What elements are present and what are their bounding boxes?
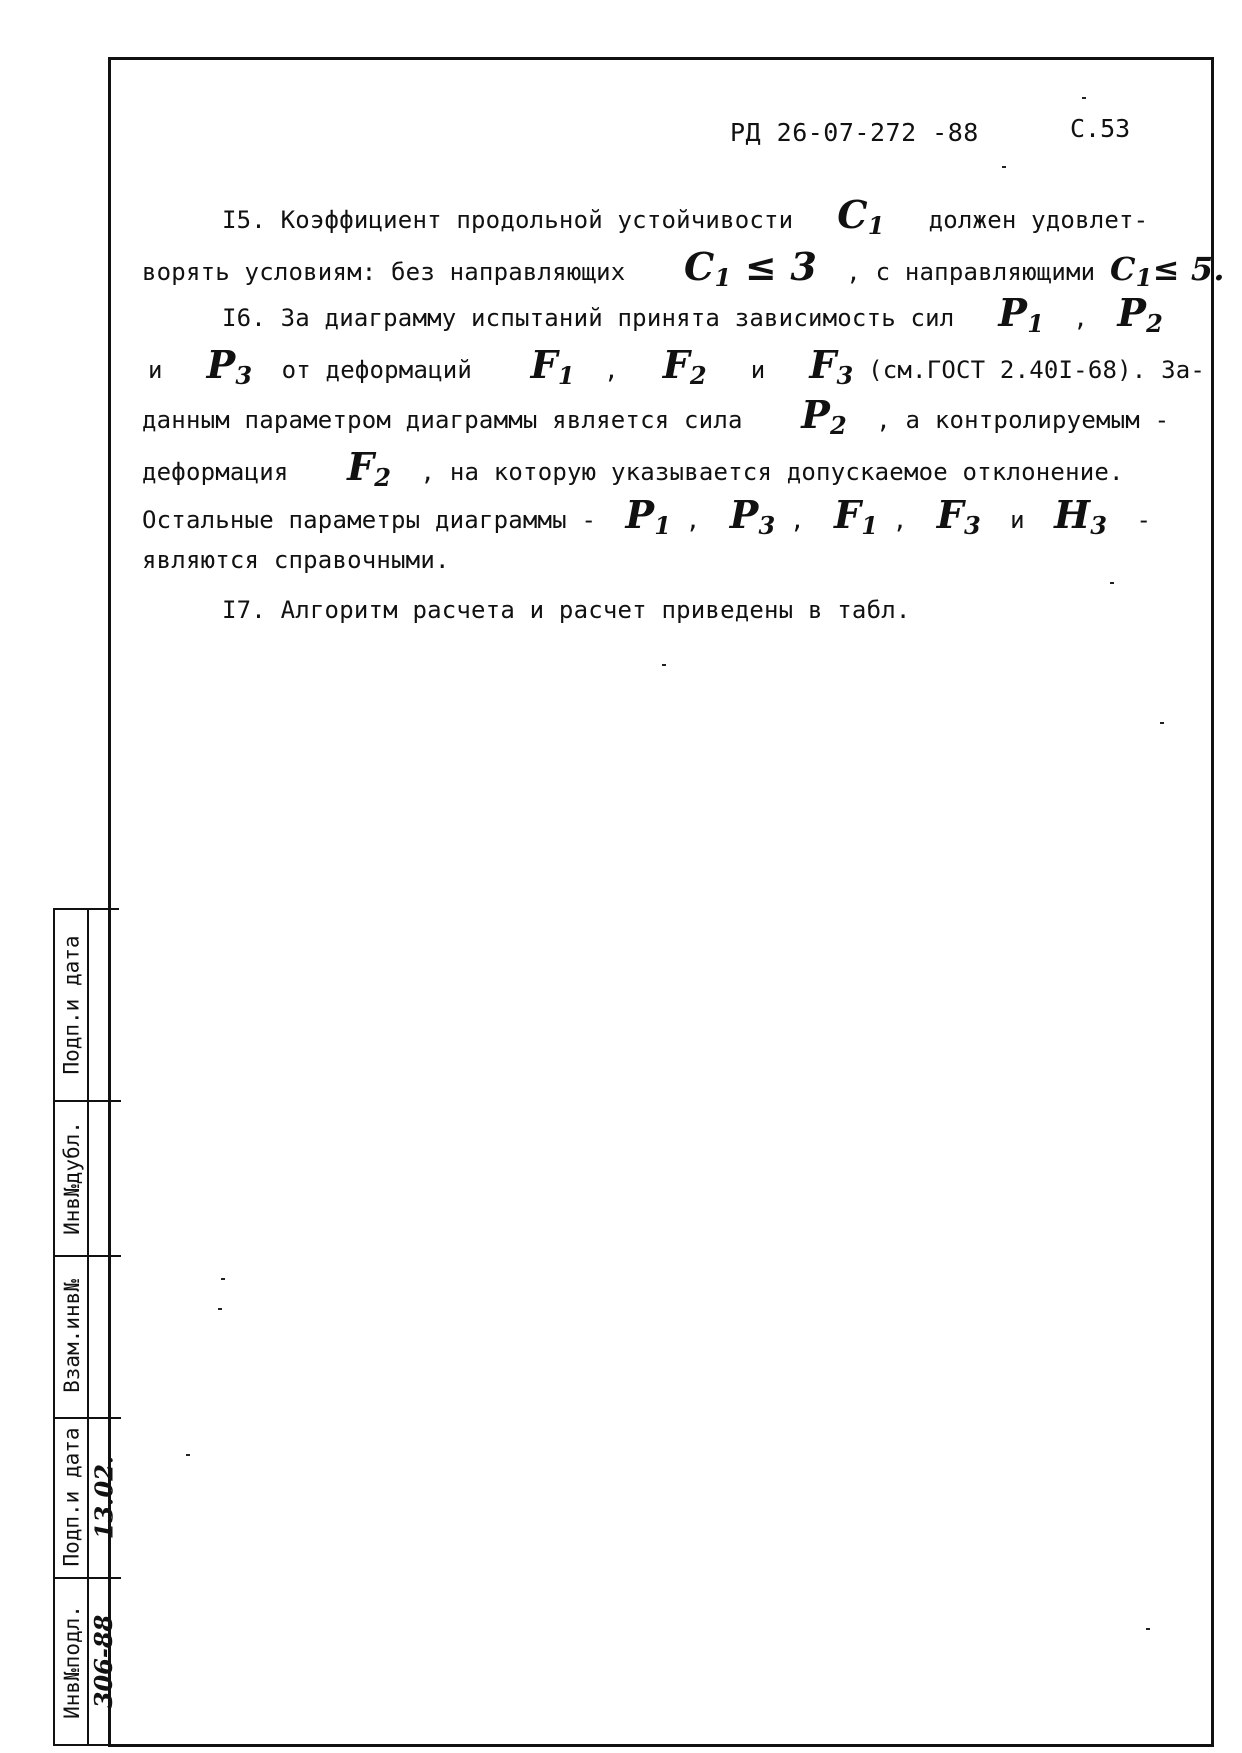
p16-line6: являются справочными. [142,546,450,574]
scan-speck [1002,166,1006,168]
scan-speck [186,1454,190,1456]
scan-speck [221,1278,225,1280]
scan-speck [1146,1628,1150,1630]
f1-symbol: $F_1$ [530,342,575,390]
scan-speck [662,664,666,666]
p16-line3: данным параметром диаграммы является сила $P_2$ , а контролируемым - [142,392,1170,440]
c1-guide-symbol: $C_1\le 5$. [1109,250,1225,292]
c1-symbol: $C_1$ [837,192,885,240]
p16-line1: I6. За диаграмму испытаний принята зависимость сил $P_1$ , $P_2$ [222,290,1164,338]
p16-line2: и $P_3$ от деформаций $F_1$ , $F_2$ и $F_3$ (см.ГОСТ 2.40I-68). За- [148,342,1206,390]
p2-symbol: $P_2$ [1117,290,1164,338]
stamp-handwritten-inv: 306-88 [89,1614,119,1709]
stamp-orig-inv: Инв№подл. [60,1604,85,1719]
f2-param-symbol: $F_2$ [347,444,392,492]
p15-line1: I5. Коэффициент продольной устойчивости $C_1$ должен удовлет- [222,192,1149,240]
p1-symbol: $P_1$ [998,290,1045,338]
document-code: РД 26-07-272 -88 [730,118,979,147]
scan-speck [1110,582,1114,584]
p16-line5: Остальные параметры диаграммы - $P_1$ , $P_3$ , $F_1$ , $F_3$ и $H_3$ - [142,492,1152,540]
c1-cond-symbol: $C_1 \le 3$ [684,244,817,292]
ref-p1-symbol: $P_1$ [625,492,672,540]
page-number: С.53 [1070,114,1131,143]
left-stamp-strip [53,908,119,1746]
scan-speck [1082,97,1086,99]
ref-f3-symbol: $F_3$ [936,492,981,540]
scan-speck [218,1308,222,1310]
ref-h3-symbol: $H_3$ [1054,492,1108,540]
f3-symbol: $F_3$ [809,342,854,390]
p16-line4: деформация $F_2$ , на которую указывается допускаемое отклонение. [142,444,1124,492]
stamp-handwritten-date: 13.02. [89,1455,119,1539]
p2-param-symbol: $P_2$ [801,392,847,440]
stamp-sign-date-1: Подп.и дата [60,935,85,1075]
ref-f1-symbol: $F_1$ [834,492,879,540]
p15-line2: ворять условиям: без направляющих $C_1 \le 3$ , с направляющими $C_1\le 5$. [142,244,1225,292]
scan-speck [1160,722,1164,724]
p17-line1: I7. Алгоритм расчета и расчет приведены в табл. [222,596,911,624]
ref-p3-symbol: $P_3$ [729,492,776,540]
stamp-sign-date-2: Подп.и дата [60,1427,85,1567]
f2-symbol: $F_2$ [662,342,707,390]
stamp-dup-inv: Инв№дубл. [60,1120,85,1235]
stamp-replace-inv: Взам.инв№ [60,1279,85,1393]
p3-symbol: $P_3$ [206,342,253,390]
